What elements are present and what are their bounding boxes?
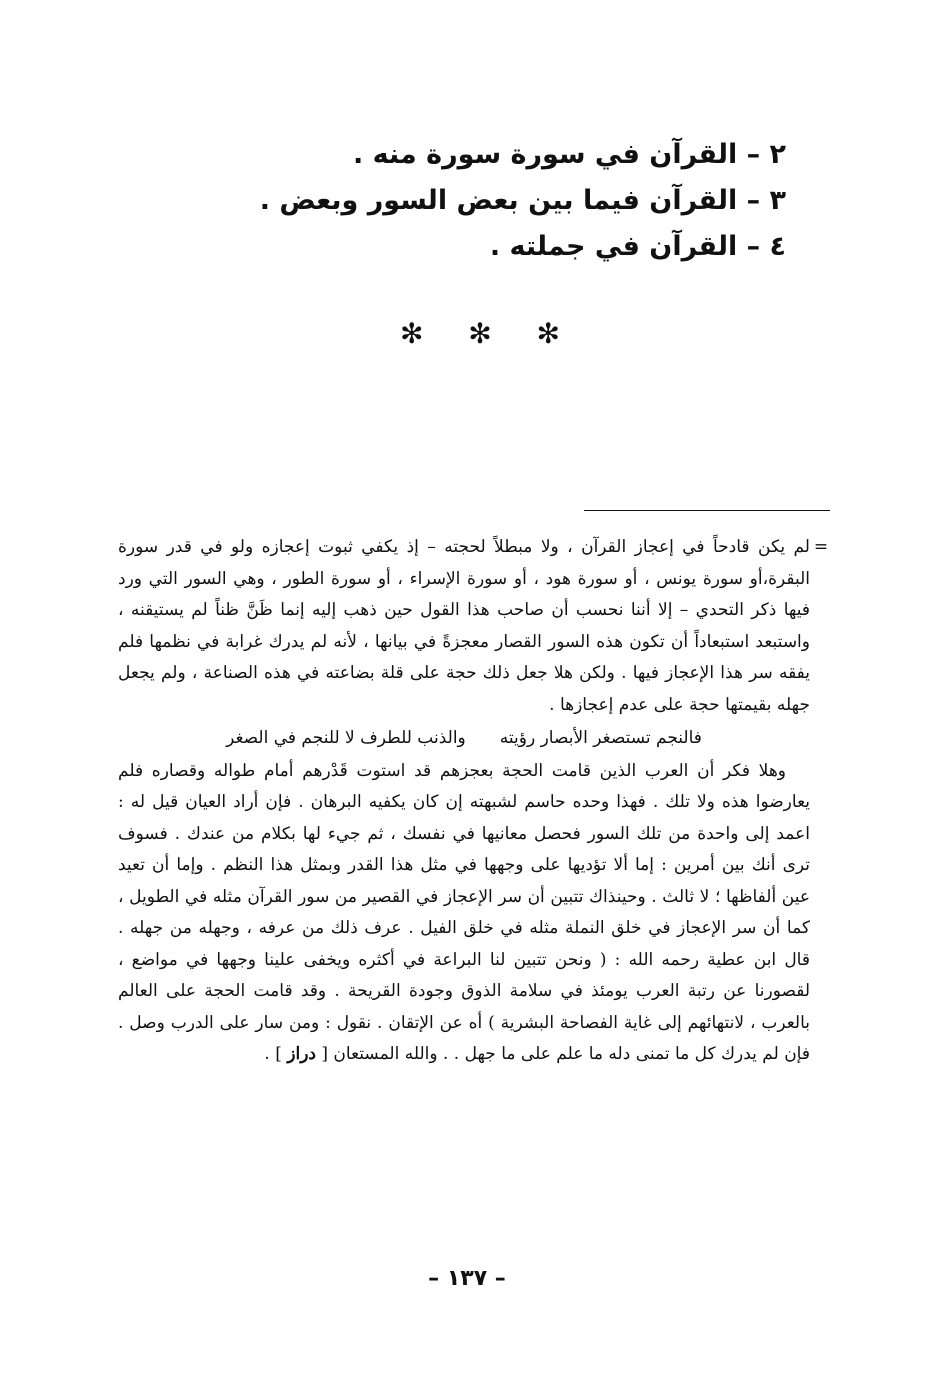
verse-second-hemistich: والذنب للطرف لا للنجم في الصغر (226, 728, 466, 748)
asterisk-icon: ✻ (536, 317, 560, 350)
poetry-verse (118, 721, 810, 756)
continuation-mark: = (813, 537, 829, 557)
closing-bracket: ] . (264, 1044, 282, 1064)
list-item: ٢ – القرآن في سورة سورة منه . (353, 139, 786, 170)
numbered-list (226, 132, 786, 270)
footnote-paragraph (118, 756, 810, 1071)
footnote-rule (584, 510, 830, 511)
verse-first-hemistich: فالنجم تستصغر الأبصار رؤيته (499, 728, 702, 748)
section-separator (400, 314, 560, 354)
footnote-paragraph-text: وهلا فكر أن العرب الذين قامت الحجة بعجزهم قد استوت قَدْرهم أمام طواله وقصاره فلم يعارضوا هذه ولا تلك . فهذا وحده حاسم لشبهته إن كان يكفيه البرهان . فإن أراد العيان قيل له : اعمد إلى واحدة من تلك السور فحصل معانيها في نفسك ، ثم جيء لها بكلام من عندك . فسوف ترى أنك بين أمرين : إما ألا تؤديها على وجهها في مثل هذا القدر وبمثل هذا النظم . وإما أن تعيد عين ألفاظها ؛ لا ثالث . وحينذاك تتبين أن سر الإعجاز في القصير من سور القرآن مثله في الطويل ، كما أن سر الإعجاز في خلق النملة مثله في خلق الفيل . عرف ذلك من عرفه ، وجهله من جهله . قال ابن عطية رحمه الله : ( ونحن تتبين لنا البراعة في أكثره ويخفى علينا وجهها في مواضع ، لقصورنا عن رتبة العرب يومئذ في سلامة الذوق وجودة القريحة . وقد قامت الحجة على العالم بالعرب ، لانتهائهم إلى غاية الفصاحة البشرية ) أه عن الإتقان . نقول : ومن سار على الدرب وصل . فإن لم يدرك كل ما تمنى دله ما علم على ما جهل . . والله المستعان [ (118, 760, 810, 1064)
page-number: – ١٣٧ – (428, 1266, 506, 1291)
asterisk-icon: ✻ (468, 317, 492, 350)
asterisk-icon: ✻ (400, 317, 424, 350)
list-item: ٤ – القرآن في جملته . (489, 231, 786, 262)
source-citation: دراز (287, 1044, 316, 1064)
footnote-paragraph: لم يكن قادحاً في إعجاز القرآن ، ولا مبطلاً لحجته – إذ يكفي ثبوت إعجازه ولو في قدر سورة البقرة،أو سورة يونس ، أو سورة هود ، أو سورة الإسراء ، أو سورة الطور ، وهي السور التي ورد فيها ذكر التحدي – إلا أننا نحسب أن صاحب هذا القول حين ذهب إليه إنما ظَنَّ ظناً لم يستيقنه ، واستبعد استبعاداً أن تكون هذه السور القصار معجزةً في بيانها ، لأنه لم يدرك غرابة في نظمها فلم يفقه سر هذا الإعجاز فيها . ولكن هلا جعل ذلك حجة على قلة بضاعته في هذه الصناعة ، ولم يجعل جهله بقيمتها حجة على عدم إعجازها . (118, 537, 810, 715)
footnote (118, 532, 810, 1071)
list-item: ٣ – القرآن فيما بين بعض السور وبعض . (259, 185, 786, 216)
